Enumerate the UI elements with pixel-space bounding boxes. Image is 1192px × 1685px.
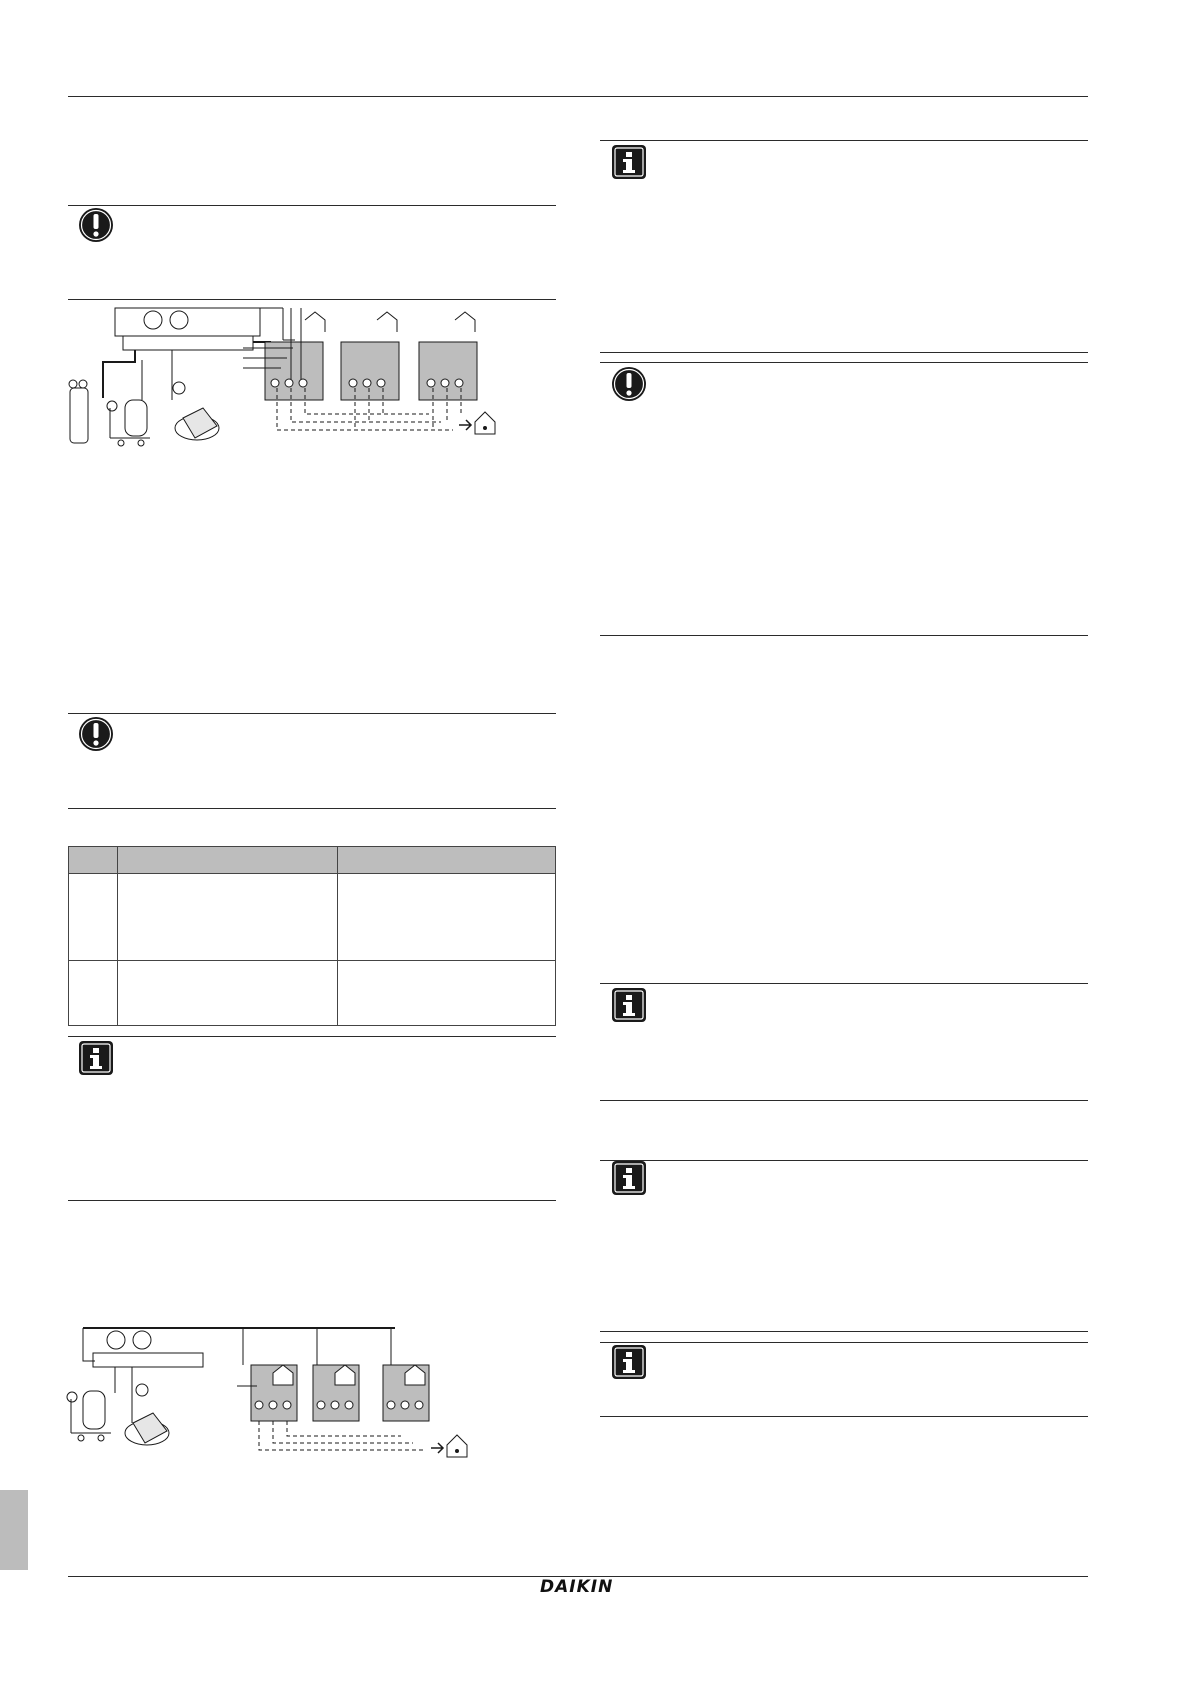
caution-right-top-rule	[600, 362, 1088, 363]
side-chapter-tab	[0, 1490, 28, 1570]
info-icon	[611, 1344, 647, 1380]
info-left-top-rule	[68, 1036, 556, 1037]
info-right-4-top-rule	[600, 1342, 1088, 1343]
caution-right-bottom-rule	[600, 635, 1088, 636]
table-header-row	[69, 847, 555, 874]
info-right-4-bottom-rule	[600, 1416, 1088, 1417]
exclamation-icon	[78, 207, 114, 243]
info-right-1-bottom-rule	[600, 352, 1088, 353]
table-row-divider	[69, 960, 555, 961]
info-right-3-bottom-rule	[600, 1331, 1088, 1332]
info-right-2-bottom-rule	[600, 1100, 1088, 1101]
info-icon	[78, 1040, 114, 1076]
header-rule	[68, 96, 1088, 97]
info-left-bottom-rule	[68, 1200, 556, 1201]
piping-diagram-1	[55, 300, 555, 450]
brand-logo: DAIKIN	[540, 1577, 614, 1597]
info-right-2-top-rule	[600, 983, 1088, 984]
data-table	[68, 846, 556, 1026]
caution-2-bottom-rule	[68, 808, 556, 809]
exclamation-icon	[611, 366, 647, 402]
info-right-1-top-rule	[600, 140, 1088, 141]
info-right-3-top-rule	[600, 1160, 1088, 1161]
caution-1-top-rule	[68, 205, 556, 206]
exclamation-icon	[78, 716, 114, 752]
caution-2-top-rule	[68, 713, 556, 714]
info-icon	[611, 987, 647, 1023]
info-icon	[611, 1160, 647, 1196]
info-icon	[611, 144, 647, 180]
piping-diagram-2	[55, 1323, 475, 1473]
